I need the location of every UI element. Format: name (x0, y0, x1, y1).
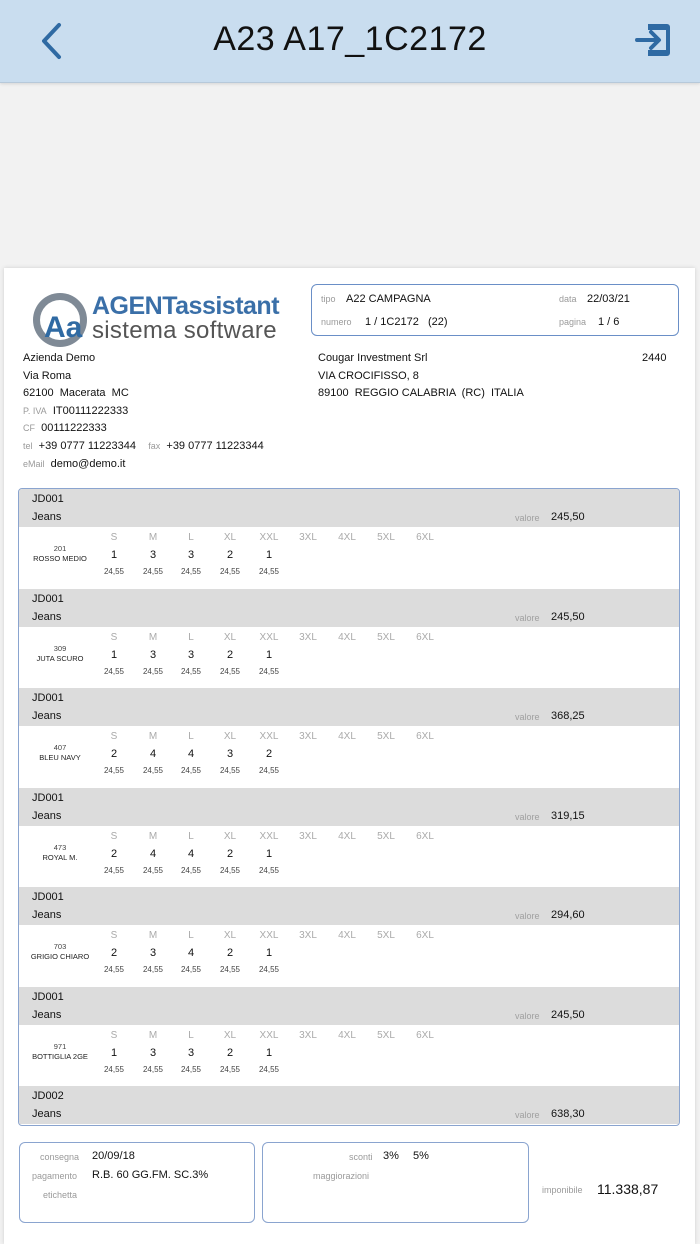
logo-tagline: sistema software (92, 317, 277, 344)
item-description: Jeans (32, 710, 62, 722)
item-value: 294,60 (551, 909, 585, 921)
size-label: XL (223, 731, 237, 742)
color-code: 407 (53, 743, 67, 752)
discounts-box (262, 1142, 529, 1223)
size-quantity: 1 (265, 648, 273, 661)
tipo-label: tipo (321, 294, 336, 304)
seller-street: Via Roma (23, 369, 72, 382)
item-header (19, 887, 679, 925)
document-info-box (311, 284, 679, 336)
size-label: XL (223, 830, 237, 842)
size-label: 3XL (299, 930, 317, 941)
size-label: 4XL (338, 731, 356, 742)
customer-code: 2440 (642, 352, 667, 364)
logo-mark-icon (30, 290, 90, 350)
color-code: 309 (53, 643, 67, 653)
size-price: 24,55 (180, 567, 202, 576)
item-header (19, 788, 679, 826)
page-title: A23 A17_1C2172 (213, 20, 487, 58)
size-label: 4XL (338, 930, 356, 941)
item-code: JD001 (32, 493, 64, 505)
size-price: 24,55 (142, 965, 164, 974)
size-price: 24,55 (103, 666, 125, 676)
color-code: 201 (53, 544, 67, 553)
seller-name: Azienda Demo (23, 352, 96, 364)
size-label: L (188, 1029, 194, 1041)
size-price: 24,55 (142, 865, 164, 875)
color-name: BLEU NAVY (39, 753, 81, 762)
size-price: 24,55 (219, 965, 241, 974)
size-quantity: 3 (149, 648, 157, 661)
size-label: M (148, 532, 158, 543)
item-value-label: valore (515, 1010, 540, 1021)
size-label: S (110, 1029, 118, 1041)
size-price: 24,55 (180, 865, 202, 875)
item-header (19, 987, 679, 1025)
size-quantity: 2 (226, 549, 234, 561)
svg-text:Aa: Aa (44, 311, 83, 344)
imponibile-label: imponibile (542, 1185, 583, 1195)
size-quantity: 1 (110, 1046, 118, 1059)
item-value-label: valore (515, 612, 540, 623)
item-description: Jeans (32, 1108, 62, 1120)
size-price: 24,55 (219, 567, 241, 576)
cf-label: CF (23, 423, 35, 434)
pagina-value: 1 / 6 (598, 316, 620, 328)
size-quantity: 4 (187, 748, 195, 760)
size-price: 24,55 (180, 666, 202, 676)
item-row[interactable] (19, 489, 679, 589)
size-quantity: 2 (226, 847, 234, 860)
color-code: 473 (53, 842, 67, 852)
size-quantity: 3 (187, 648, 195, 661)
top-bar (0, 0, 700, 83)
item-code: JD001 (32, 692, 64, 704)
size-quantity: 4 (187, 947, 195, 959)
pagamento-label: pagamento (32, 1171, 78, 1181)
item-row[interactable] (19, 788, 679, 888)
size-label: M (148, 631, 158, 643)
size-quantity: 1 (265, 549, 273, 561)
email-label: eMail (23, 458, 45, 469)
item-size-grid (19, 925, 679, 987)
tipo-value: A22 CAMPAGNA (346, 293, 431, 305)
size-label: L (188, 930, 194, 941)
items-table (18, 488, 680, 1126)
item-value: 245,50 (551, 1008, 585, 1021)
item-value: 245,50 (551, 610, 585, 623)
item-code: JD002 (32, 1090, 64, 1102)
size-quantity: 2 (226, 648, 234, 661)
size-label: XL (223, 930, 237, 941)
item-size-grid (19, 726, 679, 788)
size-price: 24,55 (180, 766, 202, 775)
size-label: XXL (259, 930, 279, 941)
piva-label: P. IVA (23, 405, 47, 416)
size-label: 4XL (338, 1029, 356, 1041)
item-header (19, 1086, 679, 1124)
size-price: 24,55 (103, 965, 125, 974)
size-quantity: 2 (226, 947, 234, 959)
size-label: XL (223, 532, 237, 543)
consegna-label: consegna (40, 1152, 80, 1162)
item-row[interactable] (19, 688, 679, 788)
size-price: 24,55 (103, 567, 125, 576)
size-label: M (148, 1029, 158, 1041)
size-quantity: 2 (110, 748, 118, 760)
size-quantity: 2 (265, 748, 273, 760)
item-value: 368,25 (551, 710, 585, 722)
size-label: 3XL (299, 1029, 317, 1041)
size-price: 24,55 (258, 1064, 280, 1074)
logo-brand: AGENTassistant (92, 292, 280, 320)
color-name: ROYAL M. (42, 852, 78, 862)
size-quantity: 4 (149, 847, 157, 860)
size-label: 5XL (377, 930, 395, 941)
size-price: 24,55 (219, 1064, 241, 1074)
size-price: 24,55 (258, 965, 280, 974)
sconti-2: 5% (413, 1150, 429, 1162)
numero-label: numero (321, 317, 352, 327)
size-price: 24,55 (258, 766, 280, 775)
size-quantity: 3 (226, 748, 234, 760)
sconti-1: 3% (383, 1150, 399, 1162)
size-quantity: 3 (149, 947, 157, 959)
item-value: 319,15 (551, 809, 585, 822)
size-label: 6XL (416, 830, 434, 842)
size-label: XXL (259, 731, 279, 742)
item-description: Jeans (32, 809, 62, 822)
size-label: L (188, 731, 194, 742)
size-price: 24,55 (103, 766, 125, 775)
color-code: 703 (53, 942, 67, 951)
size-quantity: 1 (265, 1046, 273, 1059)
sconti-label: sconti (349, 1152, 373, 1162)
size-label: 3XL (299, 830, 317, 842)
size-quantity: 2 (226, 1046, 234, 1059)
size-label: 5XL (377, 731, 395, 742)
size-price: 24,55 (219, 766, 241, 775)
size-label: XXL (259, 830, 279, 842)
size-label: L (188, 532, 194, 543)
size-label: 4XL (338, 631, 356, 643)
company-logo (30, 290, 300, 350)
item-code: JD001 (32, 592, 64, 605)
size-label: 3XL (299, 532, 317, 543)
item-description: Jeans (32, 511, 62, 523)
color-name: GRIGIO CHIARO (30, 952, 90, 961)
item-size-grid (19, 1025, 679, 1087)
item-size-grid (19, 627, 679, 689)
size-quantity: 1 (265, 947, 273, 959)
item-value-label: valore (515, 811, 540, 822)
size-label: 6XL (416, 532, 434, 543)
seller-city: 62100 Macerata MC (23, 387, 129, 400)
consegna-value: 20/09/18 (92, 1150, 135, 1162)
item-size-grid (19, 826, 679, 888)
size-label: M (148, 830, 158, 842)
item-value-label: valore (515, 513, 540, 523)
cf-value: 00111222333 (41, 422, 107, 435)
size-label: 4XL (338, 830, 356, 842)
size-quantity: 2 (110, 847, 118, 860)
item-code: JD001 (32, 791, 64, 804)
size-label: 6XL (416, 731, 434, 742)
size-label: 6XL (416, 930, 434, 941)
size-label: L (188, 631, 194, 643)
email-value: demo@demo.it (50, 457, 126, 470)
size-quantity: 1 (110, 648, 118, 661)
seller-address (23, 350, 264, 473)
size-label: S (110, 731, 118, 742)
size-label: 3XL (299, 631, 317, 643)
piva-value: IT00111222333 (52, 404, 129, 417)
numero-value: 1 / 1C2172 (22) (365, 316, 448, 328)
size-quantity: 3 (149, 549, 157, 561)
color-name: ROSSO MEDIO (33, 554, 87, 563)
maggiorazioni-label: maggiorazioni (313, 1171, 370, 1181)
size-label: XXL (259, 631, 279, 643)
exit-icon (634, 20, 674, 60)
item-header (19, 688, 679, 726)
size-price: 24,55 (142, 1064, 164, 1074)
size-quantity: 3 (187, 549, 195, 561)
size-price: 24,55 (219, 666, 241, 676)
size-price: 24,55 (180, 1064, 202, 1074)
size-price: 24,55 (219, 865, 241, 875)
size-quantity: 2 (110, 947, 118, 959)
item-value-label: valore (515, 911, 540, 921)
size-label: 6XL (416, 631, 434, 643)
item-size-grid (19, 527, 679, 589)
color-code: 971 (53, 1041, 67, 1051)
pagamento-value: R.B. 60 GG.FM. SC.3% (92, 1169, 209, 1181)
item-description: Jeans (32, 1008, 62, 1021)
customer-city: 89100 REGGIO CALABRIA (RC) ITALIA (318, 387, 524, 400)
item-description: Jeans (32, 610, 62, 623)
size-label: 5XL (377, 830, 395, 842)
size-price: 24,55 (103, 1064, 125, 1074)
item-description: Jeans (32, 909, 62, 921)
customer-street: VIA CROCIFISSO, 8 (318, 369, 419, 382)
size-quantity: 3 (187, 1046, 195, 1059)
item-value: 245,50 (551, 511, 585, 523)
item-code: JD001 (32, 990, 64, 1003)
etichetta-label: etichetta (43, 1190, 78, 1200)
size-label: XL (223, 631, 237, 643)
data-value: 22/03/21 (587, 293, 630, 305)
item-value: 638,30 (551, 1108, 585, 1120)
size-label: 6XL (416, 1029, 434, 1041)
size-price: 24,55 (142, 666, 164, 676)
item-row[interactable] (19, 987, 679, 1087)
color-name: JUTA SCURO (36, 653, 84, 663)
size-price: 24,55 (142, 766, 164, 775)
size-label: L (188, 830, 194, 842)
size-price: 24,55 (258, 865, 280, 875)
size-price: 24,55 (258, 666, 280, 676)
size-label: 4XL (338, 532, 356, 543)
item-header (19, 489, 679, 527)
size-quantity: 1 (265, 847, 273, 860)
item-row[interactable] (19, 1086, 679, 1124)
item-row[interactable] (19, 589, 679, 689)
size-label: 5XL (377, 1029, 395, 1041)
data-label: data (559, 294, 577, 304)
size-label: 3XL (299, 731, 317, 742)
item-value-label: valore (515, 1110, 540, 1120)
size-quantity: 4 (187, 847, 195, 860)
delivery-payment-box (19, 1142, 255, 1223)
fax-label: fax (148, 440, 161, 451)
tel-value: +39 0777 11223344 (38, 439, 137, 452)
item-header (19, 589, 679, 627)
size-quantity: 4 (149, 748, 157, 760)
size-quantity: 3 (149, 1046, 157, 1059)
size-price: 24,55 (258, 567, 280, 576)
fax-value: +39 0777 11223344 (166, 439, 264, 452)
size-quantity: 1 (110, 549, 118, 561)
tel-label: tel (23, 440, 33, 451)
size-label: XL (223, 1029, 237, 1041)
color-name: BOTTIGLIA 2GE (32, 1051, 88, 1061)
size-label: S (110, 532, 118, 543)
size-price: 24,55 (103, 865, 125, 875)
size-label: S (110, 631, 118, 643)
size-label: XXL (259, 532, 279, 543)
exit-button[interactable] (634, 20, 674, 60)
size-label: S (110, 930, 118, 941)
size-price: 24,55 (142, 567, 164, 576)
item-code: JD001 (32, 891, 64, 903)
item-value-label: valore (515, 712, 540, 722)
size-price: 24,55 (180, 965, 202, 974)
size-label: M (148, 731, 158, 742)
document-page (4, 268, 695, 1244)
size-label: M (148, 930, 158, 941)
size-label: XXL (259, 1029, 279, 1041)
size-label: 5XL (377, 532, 395, 543)
size-label: S (110, 830, 118, 842)
pagina-label: pagina (559, 317, 587, 327)
item-row[interactable] (19, 887, 679, 987)
customer-name: Cougar Investment Srl (318, 352, 428, 364)
imponibile-value: 11.338,87 (597, 1181, 659, 1197)
size-label: 5XL (377, 631, 395, 643)
customer-address (318, 350, 524, 403)
